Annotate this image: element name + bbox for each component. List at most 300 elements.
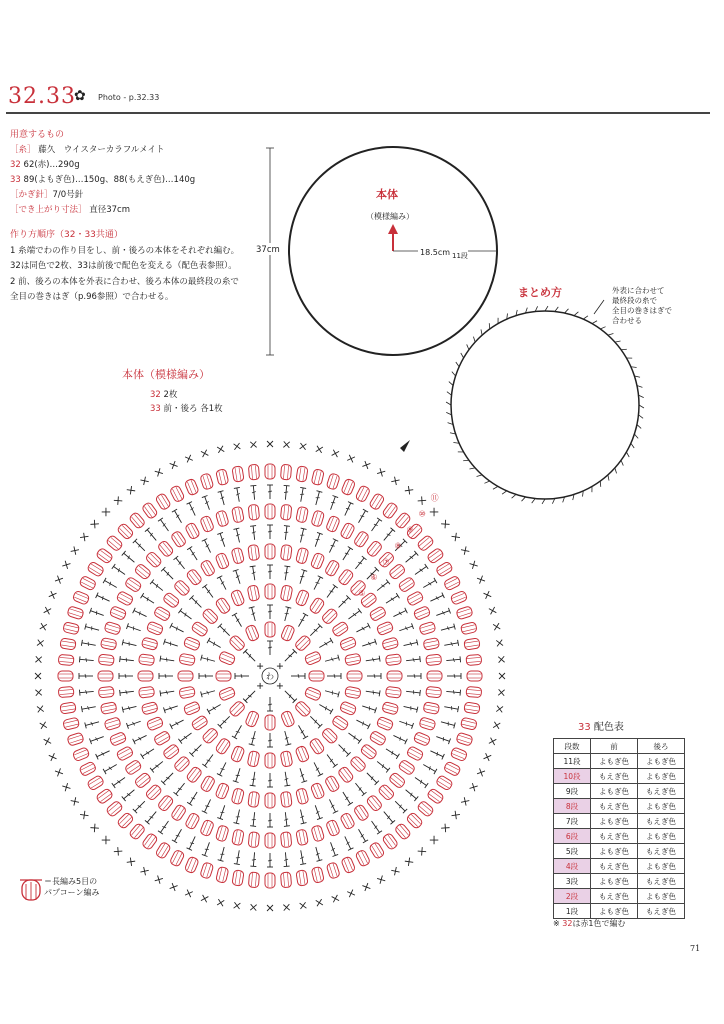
double-crochet-stitch	[119, 673, 133, 679]
row-label: ⑤	[358, 589, 366, 599]
popcorn-stitch	[116, 746, 134, 762]
double-crochet-stitch	[250, 566, 258, 581]
popcorn-stitch	[141, 637, 158, 651]
double-crochet-stitch	[185, 455, 193, 463]
double-crochet-stitch	[328, 495, 338, 510]
double-crochet-stitch	[267, 697, 273, 711]
popcorn-stitch	[184, 478, 199, 496]
popcorn-stitch	[460, 622, 477, 635]
popcorn-stitch	[347, 671, 362, 681]
popcorn-stitch	[248, 504, 259, 520]
double-crochet-stitch	[267, 525, 273, 539]
popcorn-stitch	[138, 671, 153, 681]
popcorn-stitch	[100, 638, 117, 651]
popcorn-stitch	[215, 510, 229, 527]
yarn-32-line: 32 62(赤)…290g	[10, 160, 80, 170]
popcorn-stitch	[376, 621, 394, 636]
popcorn-stitch	[366, 540, 383, 558]
popcorn-stitch	[309, 597, 326, 615]
popcorn-stitch	[98, 671, 113, 681]
double-crochet-stitch	[405, 486, 413, 494]
double-crochet-stitch	[44, 738, 51, 745]
double-crochet-stitch	[207, 638, 222, 650]
double-crochet-stitch	[140, 477, 148, 485]
popcorn-stitch	[426, 654, 442, 665]
double-crochet-stitch	[233, 767, 243, 782]
double-crochet-stitch	[298, 850, 306, 865]
double-crochet-stitch	[81, 704, 96, 712]
popcorn-stitch	[385, 686, 401, 698]
popcorn-stitch	[296, 870, 308, 886]
double-crochet-stitch	[250, 812, 258, 827]
popcorn-stitch	[200, 559, 216, 577]
double-crochet-stitch	[202, 584, 215, 599]
double-crochet-stitch	[332, 450, 339, 457]
table-header-row: 段数 前 後ろ	[554, 739, 685, 754]
double-crochet-stitch	[187, 790, 200, 805]
double-crochet-stitch	[141, 746, 156, 759]
popcorn-stitch	[134, 772, 152, 789]
popcorn-stitch	[295, 745, 310, 763]
double-crochet-stitch	[71, 546, 79, 554]
page-number: 71	[690, 944, 701, 953]
table-row: 3段 よもぎ色 もえぎ色	[554, 874, 685, 889]
popcorn-stitch	[294, 634, 312, 652]
popcorn-stitch	[67, 606, 84, 620]
double-crochet-stitch	[369, 819, 382, 834]
table-row: 9段 よもぎ色 もえぎ色	[554, 784, 685, 799]
finish-diagram-title: まとめ方	[518, 286, 562, 299]
whip-stitch-ring	[446, 306, 644, 504]
popcorn-stitch	[248, 544, 260, 560]
double-crochet-stitch	[313, 846, 322, 861]
popcorn-stitch	[294, 700, 312, 718]
double-crochet-stitch	[493, 722, 500, 729]
diameter-label: 37cm	[256, 245, 280, 255]
double-crochet-stitch	[250, 771, 258, 786]
double-crochet-stitch	[365, 656, 380, 664]
double-crochet-stitch	[164, 639, 179, 649]
double-crochet-stitch	[207, 702, 222, 714]
popcorn-stitch	[200, 819, 215, 837]
double-crochet-stitch	[361, 703, 376, 713]
double-crochet-stitch	[429, 748, 444, 759]
popcorn-stitch	[146, 621, 164, 636]
popcorn-stitch	[116, 591, 134, 607]
popcorn-stitch	[369, 730, 387, 746]
popcorn-stitch	[337, 568, 354, 586]
double-crochet-stitch	[308, 714, 322, 728]
double-crochet-stitch	[202, 495, 212, 510]
popcorn-stitch	[311, 866, 324, 883]
double-crochet-stitch	[407, 673, 421, 679]
popcorn-stitch	[141, 832, 158, 850]
popcorn-stitch	[216, 469, 229, 486]
double-crochet-stitch	[444, 704, 459, 712]
popcorn-stitch	[296, 466, 308, 482]
double-crochet-stitch	[282, 485, 289, 499]
double-crochet-stitch	[122, 787, 137, 801]
radius-label: 18.5cm	[420, 248, 451, 257]
popcorn-stitch	[232, 506, 245, 523]
double-crochet-stitch	[243, 689, 257, 703]
double-crochet-stitch	[404, 787, 419, 801]
double-crochet-stitch	[404, 551, 419, 565]
double-crochet-stitch	[79, 656, 93, 663]
popcorn-stitch	[162, 743, 180, 760]
double-crochet-stitch	[234, 902, 241, 909]
popcorn-stitch	[96, 547, 114, 564]
popcorn-stitch	[466, 686, 482, 697]
double-crochet-stitch	[324, 688, 339, 697]
double-crochet-stitch	[145, 528, 159, 543]
double-crochet-stitch	[267, 733, 273, 747]
popcorn-stitch	[426, 788, 444, 805]
popcorn-stitch	[339, 636, 357, 651]
popcorn-stitch	[413, 606, 431, 621]
double-crochet-stitch	[187, 547, 200, 562]
double-crochet-stitch	[249, 730, 258, 745]
popcorn-stitch	[265, 504, 275, 519]
popcorn-stitch	[63, 717, 80, 730]
double-crochet-stitch	[461, 546, 469, 554]
color-table-title: 33 配色表	[578, 722, 624, 733]
double-crochet-stitch	[365, 688, 380, 696]
double-crochet-stitch	[311, 761, 323, 776]
popcorn-stitch	[231, 788, 245, 805]
double-crochet-stitch	[161, 567, 175, 581]
double-crochet-stitch	[498, 689, 504, 695]
double-crochet-stitch	[150, 580, 165, 593]
table-row: 8段 もえぎ色 よもぎ色	[554, 799, 685, 814]
popcorn-stitch	[326, 862, 340, 879]
double-crochet-stitch	[217, 804, 227, 819]
popcorn-stitch	[145, 551, 163, 569]
start-arrow-icon	[388, 224, 398, 234]
double-crochet-stitch	[393, 799, 407, 813]
double-crochet-stitch	[202, 798, 213, 813]
popcorn-stitch	[247, 751, 260, 768]
double-crochet-stitch	[298, 528, 307, 543]
popcorn-stitch	[331, 715, 349, 732]
double-crochet-stitch	[133, 799, 147, 813]
popcorn-stitch	[245, 710, 260, 728]
materials-title: 用意するもの	[10, 130, 65, 140]
double-crochet-stitch	[283, 689, 297, 703]
double-crochet-stitch	[80, 533, 88, 541]
double-crochet-stitch	[441, 520, 449, 528]
double-crochet-stitch	[40, 623, 47, 630]
double-crochet-stitch	[202, 841, 212, 856]
double-crochet-stitch	[85, 719, 100, 728]
popcorn-stitch	[106, 535, 124, 552]
double-crochet-stitch	[96, 593, 111, 604]
popcorn-stitch	[72, 590, 90, 605]
step-2: 2 前、後ろの本体を外表に合わせ、後ろ本体の最終段の糸で全目の巻きはぎ（p.96参照）で合わせる。	[10, 276, 239, 302]
popcorn-stitch	[369, 493, 385, 511]
popcorn-stitch	[145, 783, 163, 801]
double-crochet-stitch	[217, 446, 224, 453]
double-crochet-stitch	[103, 578, 118, 590]
double-crochet-stitch	[441, 824, 449, 832]
double-crochet-stitch	[201, 688, 216, 697]
popcorn-stitch	[417, 800, 435, 817]
double-crochet-stitch	[355, 717, 370, 729]
table-row: 7段 よもぎ色 もえぎ色	[554, 814, 685, 829]
double-crochet-stitch	[90, 520, 98, 528]
double-crochet-stitch	[150, 759, 165, 772]
photo-reference: Photo - p.32.33	[98, 93, 160, 102]
double-crochet-stitch	[429, 593, 444, 604]
double-crochet-stitch	[35, 689, 41, 695]
popcorn-stitch	[304, 686, 322, 701]
double-crochet-stitch	[300, 902, 307, 909]
table-note: ※ 32は赤1色で編む	[553, 919, 626, 928]
double-crochet-stitch	[377, 876, 385, 884]
chart-center-label: わ	[266, 672, 274, 681]
popcorn-stitch	[427, 671, 442, 681]
popcorn-stitch	[280, 751, 293, 768]
double-crochet-stitch	[201, 655, 216, 664]
popcorn-stitch	[366, 794, 383, 812]
double-crochet-stitch	[199, 673, 213, 679]
popcorn-stitch	[450, 590, 468, 605]
popcorn-stitch	[228, 634, 246, 652]
double-crochet-stitch	[235, 673, 249, 679]
flower-icon: ✿	[74, 88, 86, 104]
double-crochet-stitch	[234, 850, 242, 865]
row-label: ⑦	[382, 557, 390, 567]
popcorn-stitch	[413, 731, 431, 746]
double-crochet-stitch	[44, 607, 51, 614]
double-crochet-stitch	[267, 853, 273, 867]
double-crochet-stitch	[189, 595, 203, 609]
double-crochet-stitch	[418, 496, 426, 504]
popcorn-stitch	[435, 561, 453, 577]
popcorn-stitch	[231, 547, 245, 564]
double-crochet-stitch	[250, 852, 257, 866]
popcorn-stitch	[265, 833, 275, 848]
double-crochet-stitch	[384, 746, 399, 759]
popcorn-stitch	[280, 872, 291, 888]
double-crochet-stitch	[496, 640, 503, 647]
double-crochet-stitch	[122, 639, 137, 648]
popcorn-stitch	[98, 686, 114, 697]
popcorn-stitch	[360, 743, 378, 760]
double-crochet-stitch	[35, 656, 41, 662]
popcorn-stitch	[124, 576, 142, 593]
double-crochet-stitch	[202, 753, 215, 768]
popcorn-stitch	[382, 637, 399, 651]
popcorn-stitch	[394, 823, 411, 841]
double-crochet-stitch	[375, 759, 390, 772]
popcorn-stitch	[311, 510, 325, 527]
double-crochet-stitch	[217, 899, 224, 906]
popcorn-stitch	[117, 523, 135, 541]
double-crochet-stitch	[126, 623, 141, 633]
steps-title: 作り方順序（32・33共通）	[10, 230, 123, 240]
row-label: ⑨	[406, 525, 414, 535]
popcorn-stitch	[153, 730, 171, 746]
double-crochet-stitch	[133, 608, 148, 619]
popcorn-stitch	[280, 585, 293, 602]
popcorn-stitch	[280, 710, 295, 728]
popcorn-stitch	[104, 621, 121, 635]
popcorn-stitch	[178, 671, 193, 681]
double-crochet-stitch	[126, 718, 141, 728]
popcorn-stitch	[280, 464, 291, 480]
double-crochet-stitch	[62, 783, 70, 791]
table-row: 10段 もえぎ色 よもぎ色	[554, 769, 685, 784]
double-crochet-stitch	[316, 446, 323, 453]
double-crochet-stitch	[250, 526, 258, 541]
popcorn-stitch	[215, 825, 229, 842]
double-crochet-stitch	[406, 656, 421, 664]
double-crochet-stitch	[178, 608, 193, 621]
popcorn-stitch	[201, 727, 219, 745]
double-crochet-stitch	[267, 641, 273, 655]
popcorn-stitch	[141, 701, 158, 715]
popcorn-stitch	[170, 530, 187, 548]
popcorn-stitch	[377, 783, 395, 801]
popcorn-stitch	[124, 759, 142, 776]
popcorn-stitch	[325, 819, 340, 837]
popcorn-stitch	[200, 775, 216, 793]
double-crochet-stitch	[96, 748, 111, 759]
double-crochet-stitch	[232, 613, 244, 628]
popcorn-stitch	[295, 589, 310, 607]
popcorn-stitch	[406, 812, 424, 830]
popcorn-stitch	[280, 504, 291, 520]
popcorn-stitch	[106, 800, 124, 817]
double-crochet-stitch	[406, 688, 421, 696]
double-crochet-stitch	[80, 811, 88, 819]
popcorn-stitch	[215, 552, 230, 570]
popcorn-stitch	[215, 782, 230, 800]
popcorn-stitch	[265, 715, 275, 730]
double-crochet-stitch	[283, 904, 289, 910]
double-crochet-stitch	[218, 491, 227, 506]
double-crochet-stitch	[298, 487, 306, 502]
double-crochet-stitch	[234, 443, 241, 450]
double-crochet-stitch	[112, 775, 127, 788]
double-crochet-stitch	[353, 781, 366, 796]
double-crochet-stitch	[384, 593, 399, 606]
popcorn-stitch	[72, 747, 90, 762]
double-crochet-stitch	[122, 551, 137, 565]
popcorn-stitch	[355, 485, 371, 503]
double-crochet-stitch	[365, 771, 379, 785]
popcorn-stitch	[157, 540, 174, 558]
popcorn-stitch	[162, 592, 180, 609]
double-crochet-stitch	[161, 771, 175, 785]
double-crochet-stitch	[85, 624, 100, 633]
popcorn-stitch	[247, 585, 260, 602]
popcorn-stitch	[104, 717, 121, 731]
yarn-line: ［糸］ 藤久 ウイスターカラフルメイト	[10, 145, 165, 155]
finish-note-3: 全目の巻きはぎで	[612, 306, 672, 315]
finish-note-2: 最終段の糸で	[612, 296, 657, 305]
popcorn-stitch	[58, 654, 74, 665]
double-crochet-stitch	[413, 775, 428, 788]
popcorn-stitch	[248, 791, 260, 807]
double-crochet-stitch	[327, 798, 338, 813]
double-crochet-stitch	[327, 539, 338, 554]
double-crochet-stitch	[90, 824, 98, 832]
pattern-number: 32.33	[8, 84, 76, 109]
double-crochet-stitch	[62, 561, 70, 569]
popcorn-stitch	[325, 515, 340, 533]
double-crochet-stitch	[159, 673, 173, 679]
double-crochet-stitch	[484, 753, 492, 761]
popcorn-stitch	[304, 651, 322, 666]
double-crochet-stitch	[243, 649, 257, 663]
double-crochet-stitch	[347, 731, 362, 744]
popcorn-stitch	[464, 638, 480, 650]
row-label: ⑥	[370, 573, 378, 583]
popcorn-stitch	[369, 841, 385, 859]
popcorn-stitch	[296, 829, 309, 846]
popcorn-stitch	[228, 700, 246, 718]
double-crochet-stitch	[89, 734, 104, 744]
double-crochet-stitch	[336, 595, 350, 609]
double-crochet-stitch	[79, 673, 93, 679]
chart-title: 本体（模様編み）	[122, 368, 210, 381]
popcorn-stitch	[265, 544, 275, 559]
popcorn-stitch	[265, 753, 275, 768]
popcorn-stitch	[326, 473, 340, 490]
double-crochet-stitch	[367, 673, 381, 679]
double-crochet-stitch	[40, 722, 47, 729]
double-crochet-stitch	[187, 502, 198, 517]
double-crochet-stitch	[170, 461, 178, 469]
double-crochet-stitch	[493, 623, 500, 630]
popcorn-stitch	[341, 478, 356, 496]
double-crochet-stitch	[89, 608, 104, 618]
popcorn-stitch	[245, 624, 260, 642]
double-crochet-stitch	[102, 508, 110, 516]
popcorn-stitch	[321, 727, 339, 745]
double-crochet-stitch	[178, 731, 193, 744]
body-pattern-label: （模様編み）	[366, 212, 414, 221]
popcorn-stitch	[280, 832, 291, 848]
popcorn-stitch	[311, 469, 324, 486]
double-crochet-stitch	[327, 673, 341, 679]
double-crochet-stitch	[170, 717, 185, 729]
popcorn-stitch	[265, 584, 275, 599]
double-crochet-stitch	[347, 455, 355, 463]
double-crochet-stitch	[405, 858, 413, 866]
double-crochet-stitch	[356, 509, 368, 524]
double-crochet-stitch	[353, 556, 366, 571]
double-crochet-stitch	[158, 518, 171, 533]
popcorn-stitch	[309, 671, 324, 681]
double-crochet-stitch	[267, 605, 273, 619]
double-crochet-stitch	[127, 858, 135, 866]
double-crochet-stitch	[422, 762, 437, 774]
popcorn-stitch	[98, 654, 114, 665]
double-crochet-stitch	[308, 624, 322, 638]
popcorn-stitch	[155, 841, 171, 859]
double-crochet-stitch	[413, 564, 428, 577]
double-crochet-stitch	[381, 528, 395, 543]
double-crochet-stitch	[114, 496, 122, 504]
double-crochet-stitch	[158, 819, 171, 834]
double-crochet-stitch	[55, 576, 63, 584]
double-crochet-stitch	[489, 738, 496, 745]
popcorn-stitch	[200, 473, 214, 490]
popcorn-stitch	[406, 591, 424, 607]
